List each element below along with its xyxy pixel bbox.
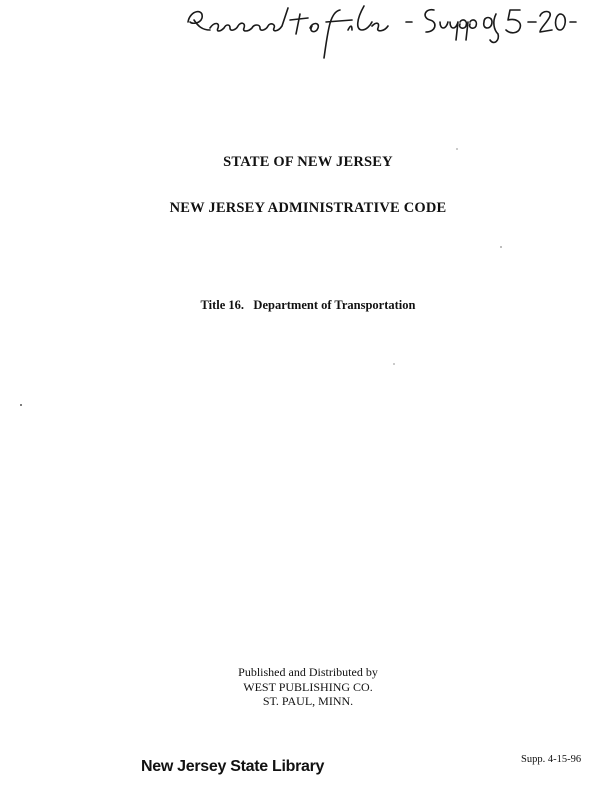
state-heading: STATE OF NEW JERSEY — [223, 154, 393, 170]
title-line: Title 16. Department of Transportation — [200, 298, 416, 312]
publisher-line-1: Published and Distributed by — [238, 665, 378, 679]
scan-speck — [393, 363, 395, 365]
supplement-date: Supp. 4-15-96 — [521, 754, 582, 765]
scan-speck — [456, 148, 458, 150]
publisher-line-2: WEST PUBLISHING CO. — [243, 679, 373, 694]
scan-speck — [500, 246, 502, 248]
code-heading: NEW JERSEY ADMINISTRATIVE CODE — [169, 200, 447, 216]
publisher-block — [0, 665, 616, 709]
scan-speck — [20, 404, 22, 406]
handwritten-annotation — [180, 0, 580, 70]
library-stamp: New Jersey State Library — [141, 758, 325, 775]
publisher-line-3: ST. PAUL, MINN. — [262, 694, 354, 708]
